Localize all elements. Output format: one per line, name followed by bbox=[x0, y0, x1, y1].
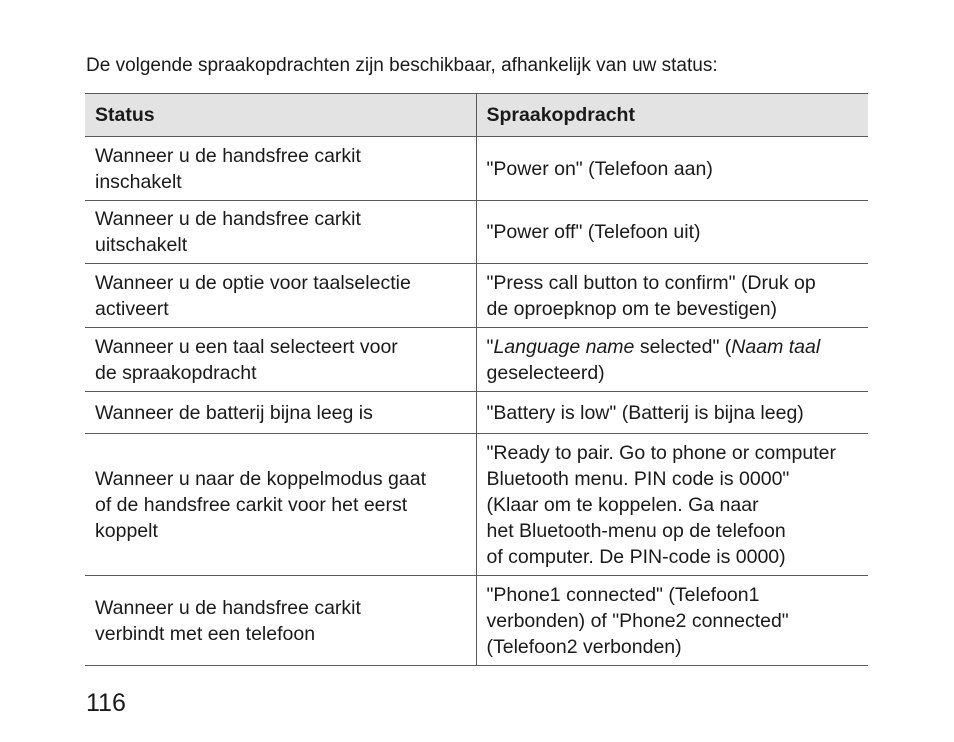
command-line: "Ready to pair. Go to phone or computer bbox=[486, 441, 836, 464]
command-line bbox=[487, 334, 859, 360]
status-line: Wanneer u de handsfree carkit bbox=[95, 144, 361, 167]
command-line: "Power on" (Telefoon aan) bbox=[486, 157, 713, 180]
header-status: Status bbox=[85, 94, 476, 137]
table-row bbox=[85, 576, 868, 666]
header-command: Spraakopdracht bbox=[476, 94, 868, 137]
status-cell bbox=[85, 392, 476, 434]
status-cell bbox=[85, 328, 476, 392]
status-line: Wanneer u de handsfree carkit bbox=[95, 208, 361, 230]
table-row bbox=[85, 328, 868, 392]
status-line: Wanneer u de optie voor taalselectie bbox=[95, 271, 411, 294]
table-row bbox=[85, 434, 868, 576]
command-line: "Phone1 connected" (Telefoon1 bbox=[486, 583, 760, 606]
command-line: "Power off" (Telefoon uit) bbox=[486, 221, 701, 243]
command-cell bbox=[476, 576, 868, 666]
status-line: Wanneer de batterij bijna leeg is bbox=[95, 401, 373, 424]
command-line: "Press call button to confirm" (Druk op bbox=[486, 271, 816, 294]
status-cell bbox=[85, 264, 476, 328]
command-line: "Battery is low" (Batterij is bijna leeg) bbox=[486, 401, 804, 424]
command-line: geselecteerd) bbox=[486, 361, 605, 384]
status-cell bbox=[85, 576, 476, 666]
status-line: of de handsfree carkit voor het eerst bbox=[95, 493, 408, 516]
command-cell bbox=[476, 392, 868, 434]
command-line: verbonden) of "Phone2 connected" bbox=[486, 609, 789, 632]
status-cell bbox=[85, 201, 476, 264]
table-header-row bbox=[85, 94, 868, 137]
command-line: het Bluetooth-menu op de telefoon bbox=[486, 519, 786, 542]
command-line: Bluetooth menu. PIN code is 0000" bbox=[486, 467, 790, 490]
status-line: koppelt bbox=[95, 519, 158, 542]
command-cell bbox=[476, 434, 868, 576]
table-row bbox=[85, 264, 868, 328]
table-row bbox=[85, 137, 868, 201]
command-line: of computer. De PIN-code is 0000) bbox=[486, 545, 786, 568]
status-cell bbox=[85, 137, 476, 201]
status-cell bbox=[85, 434, 476, 576]
status-line: activeert bbox=[95, 297, 169, 320]
status-line: de spraakopdracht bbox=[95, 361, 257, 384]
command-cell bbox=[476, 328, 868, 392]
intro-text: De volgende spraakopdrachten zijn beschikbaar, afhankelijk van uw status: bbox=[86, 55, 718, 76]
status-line: verbindt met een telefoon bbox=[95, 622, 316, 645]
command-line: (Klaar om te koppelen. Ga naar bbox=[486, 493, 759, 516]
language-name-placeholder: Language name bbox=[493, 335, 635, 358]
voice-commands-table bbox=[85, 93, 868, 666]
page-number: 116 bbox=[86, 689, 126, 717]
command-line: de oproepknop om te bevestigen) bbox=[486, 297, 778, 320]
status-line: Wanneer u een taal selecteert voor bbox=[95, 335, 398, 358]
status-line: inschakelt bbox=[95, 170, 182, 193]
status-line: Wanneer u de handsfree carkit bbox=[95, 596, 361, 619]
quote-open: " bbox=[486, 335, 494, 358]
naam-taal-placeholder: Naam taal bbox=[731, 335, 821, 358]
status-line: uitschakelt bbox=[95, 234, 188, 256]
command-cell bbox=[476, 201, 868, 264]
table-row bbox=[85, 392, 868, 434]
command-cell bbox=[476, 264, 868, 328]
status-line: Wanneer u naar de koppelmodus gaat bbox=[95, 467, 426, 490]
selected-text: selected" ( bbox=[634, 335, 732, 358]
table-row bbox=[85, 201, 868, 264]
command-line: (Telefoon2 verbonden) bbox=[486, 635, 682, 658]
command-cell bbox=[476, 137, 868, 201]
